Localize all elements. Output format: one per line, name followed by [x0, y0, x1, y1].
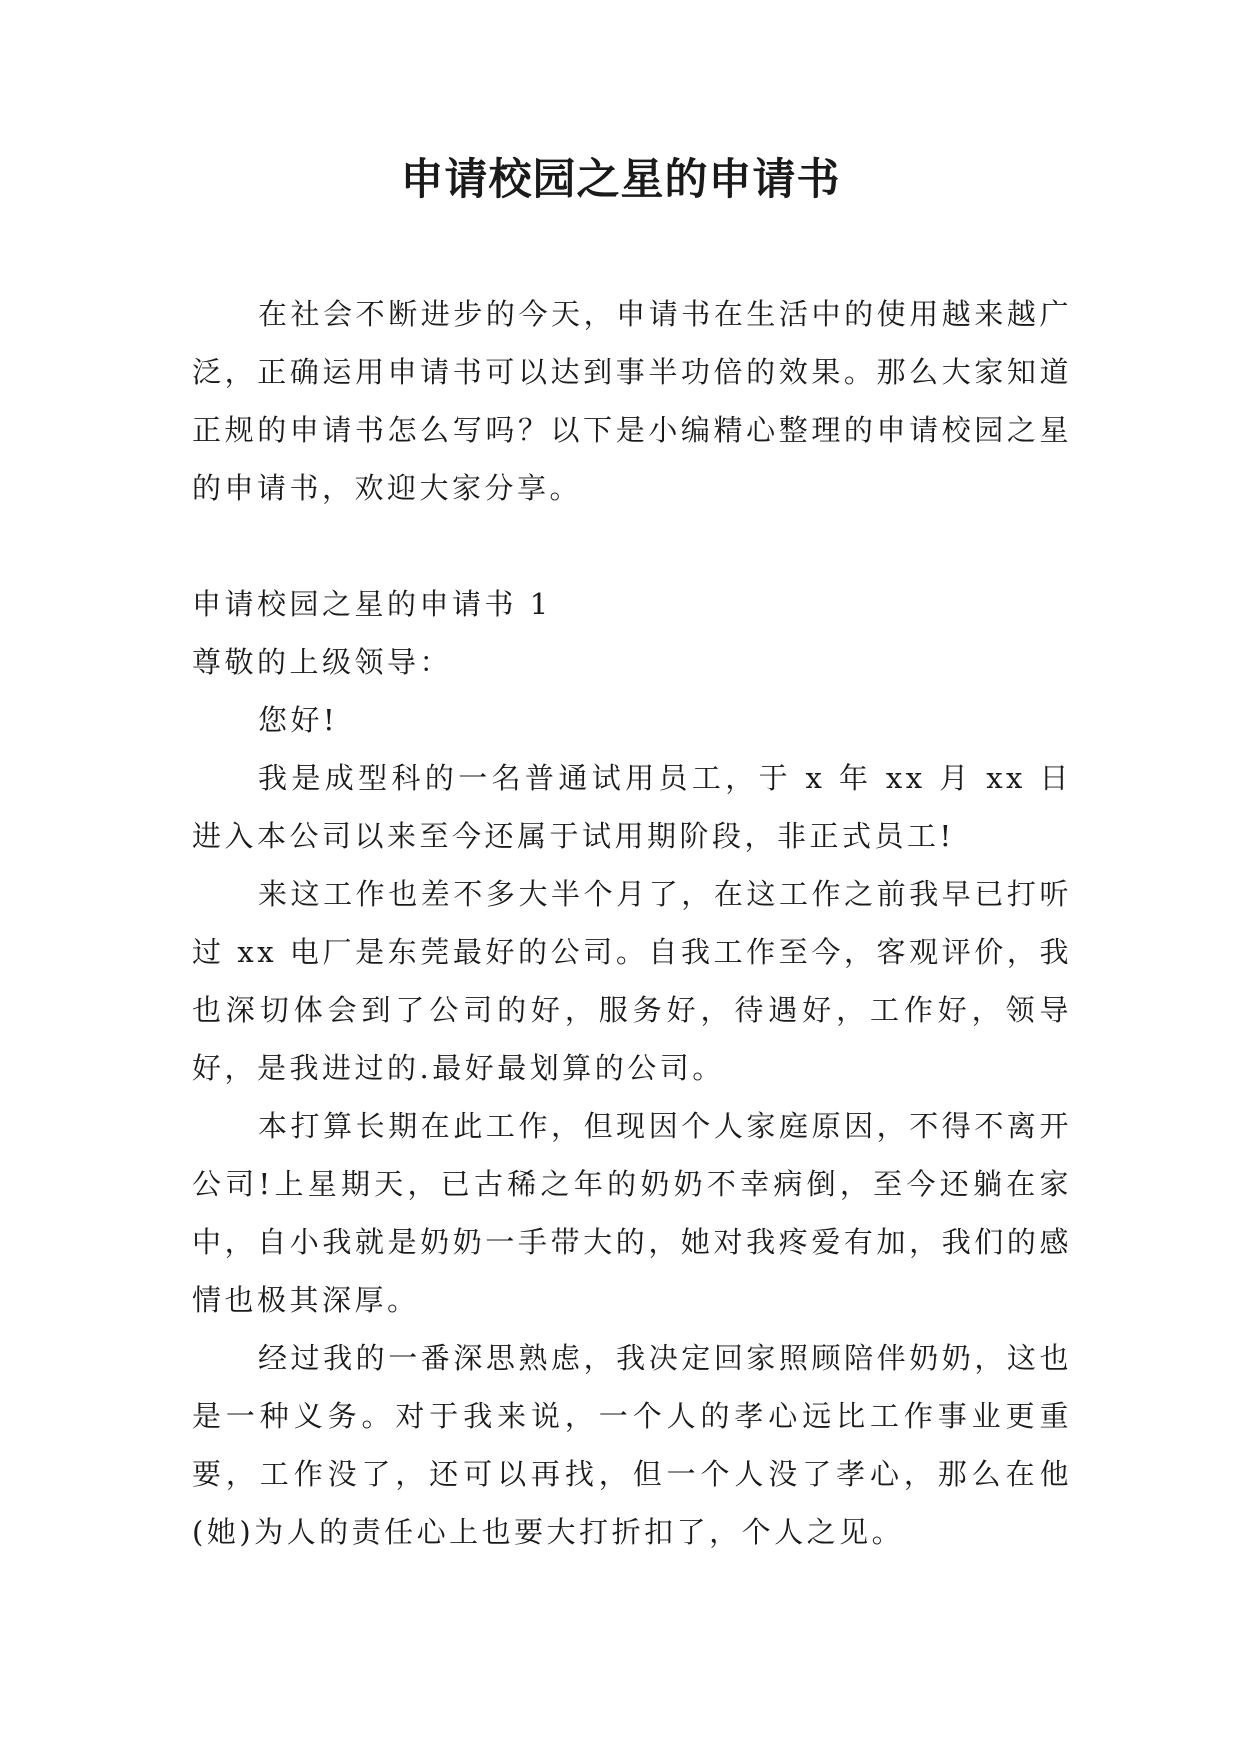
salutation: 尊敬的上级领导： [192, 645, 453, 679]
body-paragraph: 经过我的一番深思熟虑，我决定回家照顾陪伴奶奶，这也是一种义务。对于我来说，一个人的孝心远比工作事业更重要，工作没了，还可以再找，但一个人没了孝心，那么在他(她)为人的责任心上也要大打折扣了，个人之见。 [192, 1341, 1072, 1549]
body-paragraph: 本打算长期在此工作，但现因个人家庭原因，不得不离开公司!上星期天，已古稀之年的奶奶不幸病倒，至今还躺在家中，自小我就是奶奶一手带大的，她对我疼爱有加，我们的感情也极其深厚。 [192, 1109, 1072, 1317]
intro-paragraph: 在社会不断进步的今天，申请书在生活中的使用越来越广泛，正确运用申请书可以达到事半功倍的效果。那么大家知道正规的申请书怎么写吗？以下是小编精心整理的申请校园之星的申请书，欢迎大家分享。 [192, 297, 1072, 505]
section-heading: 申请校园之星的申请书 1 [192, 587, 552, 621]
paragraph-spacer [192, 517, 1072, 575]
greeting: 您好! [258, 703, 339, 737]
body-paragraph: 来这工作也差不多大半个月了，在这工作之前我早已打听过 xx 电厂是东莞最好的公司。自我工作至今，客观评价，我也深切体会到了公司的好，服务好，待遇好，工作好，领导好，是我进过的.最好最划算的公司。 [192, 877, 1072, 1085]
body-paragraph: 我是成型科的一名普通试用员工，于 x 年 xx 月 xx 日进入本公司以来至今还属于试用期阶段，非正式员工! [192, 761, 1072, 853]
document-title: 申请校园之星的申请书 [400, 155, 841, 205]
document-body [192, 285, 1072, 1561]
